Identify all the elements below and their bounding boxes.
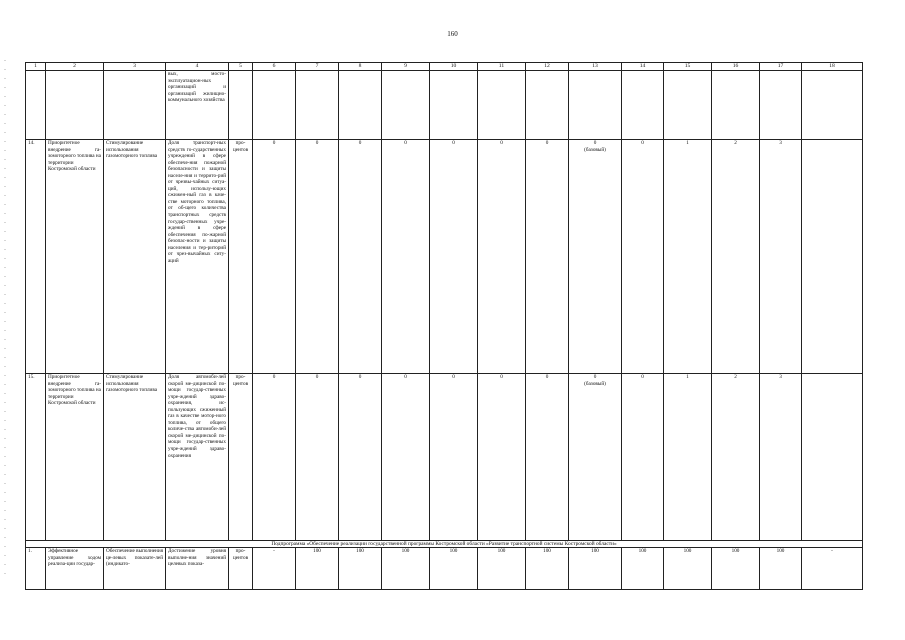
value-cell: 100: [478, 548, 526, 590]
value-cell: 0: [478, 140, 526, 374]
subprogram-row: [26, 541, 863, 548]
value-cell: 0: [253, 374, 296, 541]
value-cell: 0: [382, 140, 430, 374]
value-text: 0: [593, 374, 597, 380]
value-cell: [569, 374, 622, 541]
value-cell: 2: [712, 374, 760, 541]
base-label: (базовый): [584, 380, 606, 387]
task-cell: Стимулирование использования газомоторного топлива: [104, 374, 166, 541]
value-cell: 0: [526, 140, 569, 374]
indicator-table: [25, 62, 863, 590]
value-cell: 100: [622, 548, 664, 590]
value-cell: 100: [569, 548, 622, 590]
value-cell: 1: [664, 374, 712, 541]
value-cell: 0: [296, 374, 339, 541]
col-header: 1: [26, 63, 46, 71]
value-cell: 100: [760, 548, 802, 590]
unit-cell: про-центов: [229, 548, 253, 590]
value-cell: 0: [526, 374, 569, 541]
value-cell: 100: [339, 548, 382, 590]
value-cell: 2: [712, 140, 760, 374]
col-header: 10: [430, 63, 478, 71]
value-cell: 0: [430, 374, 478, 541]
value-cell: 0: [296, 140, 339, 374]
table-row: [26, 71, 863, 140]
value-cell: 100: [382, 548, 430, 590]
col-header: 9: [382, 63, 430, 71]
value-cell: 0: [622, 140, 664, 374]
col-header: 17: [760, 63, 802, 71]
page-number: 160: [447, 30, 458, 38]
value-cell: 100: [712, 548, 760, 590]
indicator-cell: вых, мосто-эксплуатацион-ных организаций и организаций жилищно-коммунального хозяйства: [166, 71, 229, 140]
col-header: 2: [46, 63, 104, 71]
col-header: 16: [712, 63, 760, 71]
col-header: 13: [569, 63, 622, 71]
col-header: 5: [229, 63, 253, 71]
value-cell: 100: [430, 548, 478, 590]
table-row: [26, 140, 863, 374]
value-cell: [802, 374, 863, 541]
task-cell: Обеспечение выполнения це-левых показате-лей (индикато-: [104, 548, 166, 590]
col-header: 18: [802, 63, 863, 71]
scan-edge-marks: [4, 60, 6, 580]
program-cell: Эффективное управление ходом реализа-ции государ-: [46, 548, 104, 590]
col-header: 12: [526, 63, 569, 71]
value-cell: 100: [296, 548, 339, 590]
col-header: 4: [166, 63, 229, 71]
col-header: 6: [253, 63, 296, 71]
value-cell: 1: [664, 140, 712, 374]
col-header: 15: [664, 63, 712, 71]
indicator-cell: Достижение уровня выполне-ния значений целевых показа-: [166, 548, 229, 590]
value-text: 0: [593, 140, 597, 146]
program-cell: Приоритетное внедрение га-зомоторного топлива на территории Костромской области: [46, 374, 104, 541]
value-cell: 0: [430, 140, 478, 374]
col-header: 14: [622, 63, 664, 71]
value-cell: 100: [526, 548, 569, 590]
table-row: [26, 374, 863, 541]
col-header: 8: [339, 63, 382, 71]
value-cell: 0: [253, 140, 296, 374]
value-cell: -: [802, 548, 863, 590]
row-number: 14.: [26, 140, 46, 374]
value-cell: 0: [382, 374, 430, 541]
table-row: [26, 548, 863, 590]
indicator-cell: Доля автомоби-лей скорой ме-дицинской по-мощи государ-ственных учре-ждений здраво-охранения, ис-пользующих сжиженный газ в качестве мотор-ного топлива, от общего количе-ства автомоби-лей скорой ме-дицинской по-мощи государ-ственных учре-ждений здраво-охранения: [166, 374, 229, 541]
column-number-row: [26, 63, 863, 71]
value-cell: [802, 140, 863, 374]
value-cell: -: [253, 548, 296, 590]
row-number: 1.: [26, 548, 46, 590]
value-cell: 100: [664, 548, 712, 590]
col-header: 3: [104, 63, 166, 71]
task-cell: Стимулирование использования газомоторного топлива: [104, 140, 166, 374]
value-cell: 3: [760, 140, 802, 374]
row-number: 15.: [26, 374, 46, 541]
value-cell: [569, 140, 622, 374]
unit-cell: про-центов: [229, 140, 253, 374]
subprogram-header: Подпрограмма «Обеспечение реализации государственной программы Костромской области «Развитие транспортной системы Костромской области»: [26, 541, 863, 548]
unit-cell: про-центов: [229, 374, 253, 541]
program-cell: Приоритетное внедрение га-зомоторного топлива на территории Костромской области: [46, 140, 104, 374]
value-cell: 3: [760, 374, 802, 541]
col-header: 11: [478, 63, 526, 71]
value-cell: 0: [339, 374, 382, 541]
value-cell: 0: [339, 140, 382, 374]
indicator-cell: Доля транспорт-ных средств го-сударственных учреждений в сфере обеспече-ния пожарной безопасности и защиты населе-ния и террито-рий от чрезвы-чайных ситуа-ций, использу-ющих сжижен-ный газ в каче-стве моторного топлива, от об-щего количества транспортных средств государ-ственных учре-ждений в сфере обеспечения по-жарной безопас-ности и защиты населения и тер-риторий от чрез-вычайных ситу-аций: [166, 140, 229, 374]
value-cell: 0: [478, 374, 526, 541]
base-label: (базовый): [584, 146, 606, 153]
value-cell: 0: [622, 374, 664, 541]
col-header: 7: [296, 63, 339, 71]
